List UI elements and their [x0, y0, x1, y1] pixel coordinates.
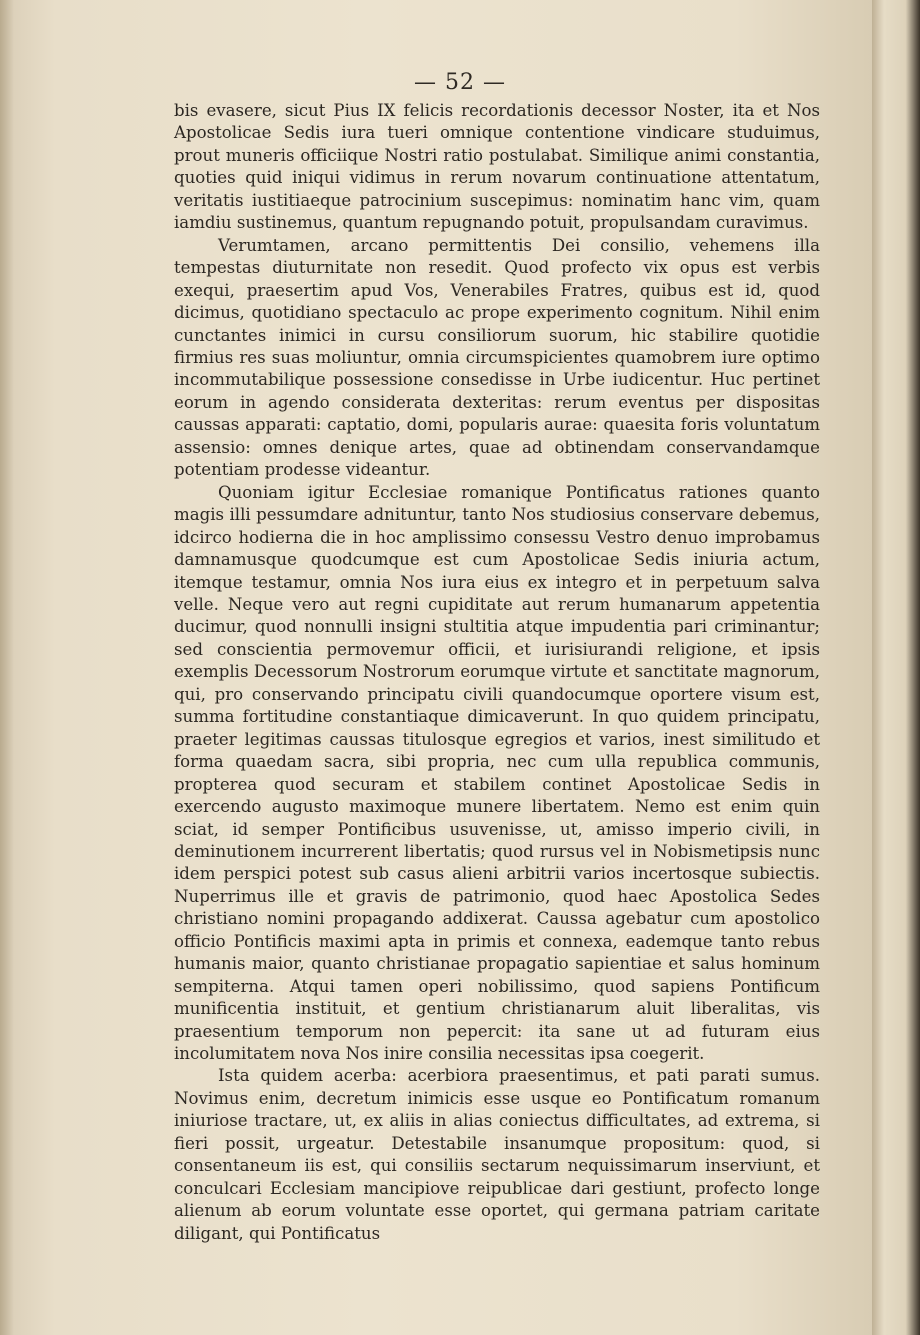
- left-page-shadow: [0, 0, 14, 1335]
- page-number: — 52 —: [414, 70, 506, 95]
- body-text: [174, 100, 820, 1245]
- paragraph-2: Verumtamen, arcano permittentis Dei consilio, vehemens illa tempestas diuturnitate non resedit. Quod profecto vix opus est verbis exequi, praesertim apud Vos, Venerabiles Fratres, quibus est id, quod dicimus, quotidiano spectaculo ac prope experimento cognitum. Nihil enim cunctantes inimici in cursu consiliorum suorum, hic stabilire quotidie firmius res suas moliuntur, omnia circumspicientes quamobrem iure optimo incommutabilique possessione consedisse in Urbe iudicentur. Huc pertinet eorum in agendo considerata dexteritas: rerum eventus per dispositas caussas apparati: captatio, domi, popularis aurae: quaesita foris voluntatum assensio: omnes denique artes, quae ad obtinendam conservandamque potentiam prodesse videantur.: [174, 235, 820, 480]
- page-edge: [872, 0, 920, 1335]
- paragraph-3: Quoniam igitur Ecclesiae romanique Pontificatus rationes quanto magis illi pessumdare adnituntur, tanto Nos studiosius conservare debemus, idcirco hodierna die in hoc amplissimo consessu Vestro denuo improbamus damnamusque quodcumque est cum Apostolicae Sedis iniuria actum, itemque testamur, omnia Nos iura eius ex integro et in perpetuum salva velle. Neque vero aut regni cupiditate aut rerum humanarum appetentia ducimur, quod nonnulli insigni stultitia atque impudentia pari criminantur; sed conscientia permovemur officii, et iurisiurandi religione, et ipsis exemplis Decessorum Nostrorum eorumque virtute et sanctitate magnorum, qui, pro conservando principatu civili quandocumque oportere visum est, summa fortitudine constantiaque dimicaverunt. In quo quidem principatu, praeter legitimas caussas titulosque egregios et varios, inest similitudo et forma quaedam sacra, sibi propria, nec cum ulla republica communis, propterea quod securam et stabilem continet Apostolicae Sedis in exercendo augusto maximoque munere libertatem. Nemo est enim quin sciat, id semper Pontificibus usuvenisse, ut, amisso imperio civili, in deminutionem incurrerent libertatis; quod rursus vel in Nobismetipsis nunc idem perspici potest sub casus alieni arbitrii varios incertosque subiectis. Nuperrimus ille et gravis de patrimonio, quod haec Apostolica Sedes christiano nomini propagando addixerat. Caussa agebatur cum apostolico officio Pontificis maximi apta in primis et connexa, eademque tanto rebus humanis maior, quanto christianae propagatio sapientiae et salus hominum sempiterna. Atqui tamen operi nobilissimo, quod sapiens Pontificum munificentia instituit, et gentium christianarum aluit liberalitas, vis praesentium temporum non pepercit: ita sane ut ad futuram eius incolumitatem nova Nos inire consilia necessitas ipsa coegerit.: [174, 482, 820, 1064]
- paragraph-4: Ista quidem acerba: acerbiora praesentimus, et pati parati sumus. Novimus enim, decretum inimicis esse usque eo Pontificatum romanum iniuriose tractare, ut, ex aliis in alias coniectus difficultates, ad extrema, si fieri possit, urgeatur. Detestabile insanumque propositum: quod, si consentaneum iis est, qui consiliis sectarum nequissimarum inserviunt, et conculcari Ecclesiam mancipiove reipublicae dari gestiunt, profecto longe alienum ab eorum voluntate esse oportet, qui germana patriam caritate diligant, qui Pontificatus: [174, 1066, 820, 1243]
- paragraph-1: bis evasere, sicut Pius IX felicis recordationis decessor Noster, ita et Nos Apostolicae Sedis iura tueri omnique contentione vindicare studuimus, prout muneris officiique Nostri ratio postulabat. Similique animi constantia, quoties quid iniqui vidimus in rerum novarum continuatione attentatum, veritatis iustitiaeque patrocinium suscepimus: nominatim hanc vim, quam iamdiu sustinemus, quantum repugnando potuit, propulsandam curavimus.: [174, 101, 820, 233]
